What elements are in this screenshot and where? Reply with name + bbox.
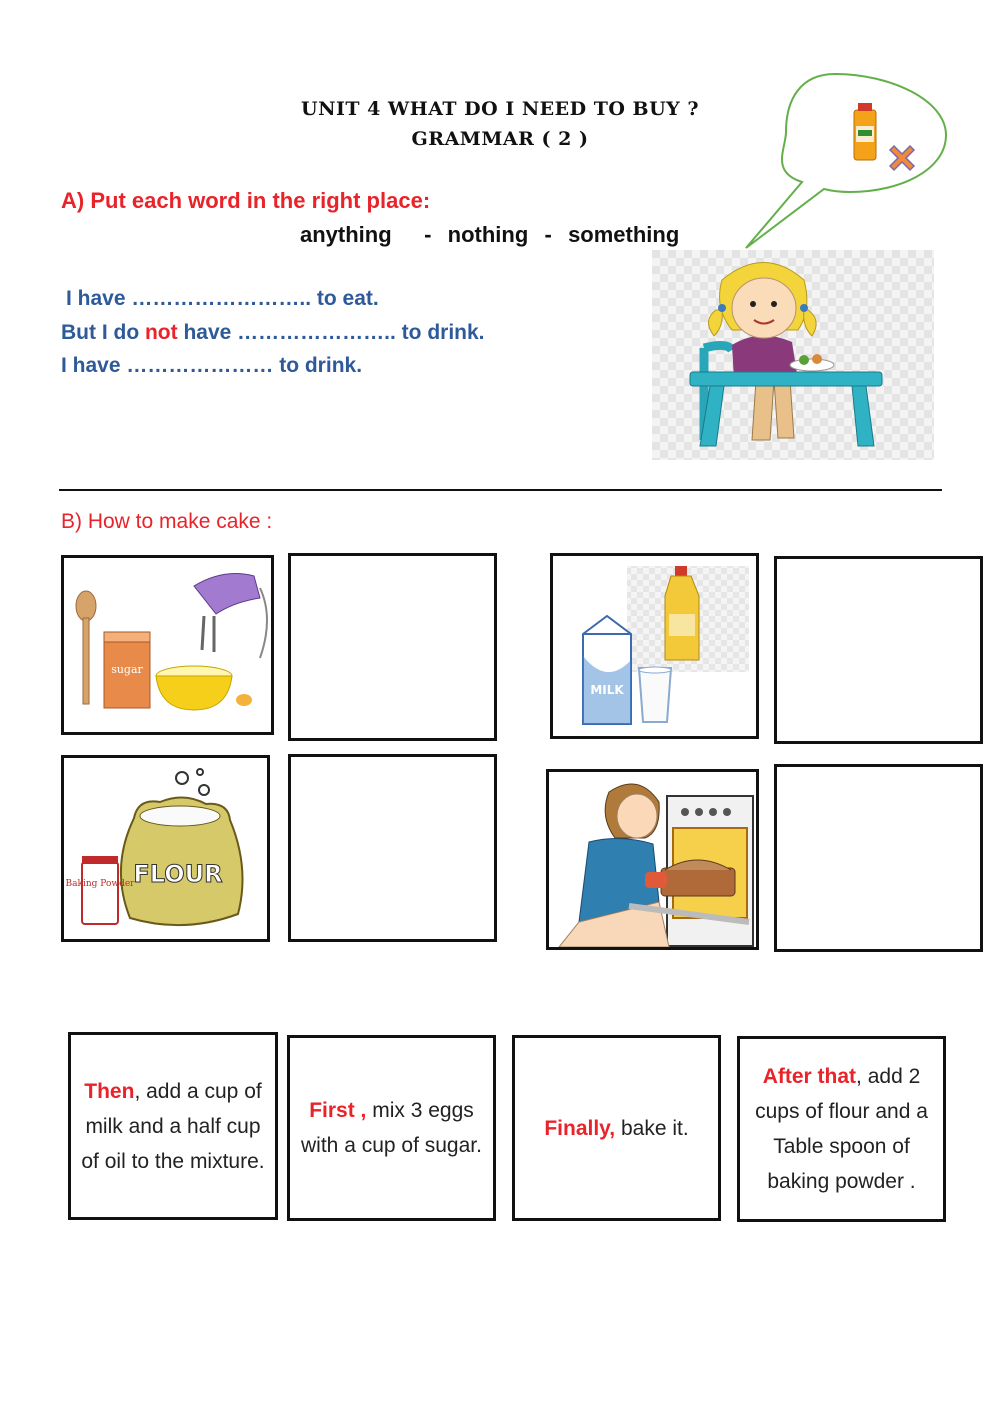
flour-sack-icon [121,797,243,925]
flour-label: FLOUR [133,860,223,888]
bowl-icon [156,666,232,710]
picture-box-milk-oil [550,553,759,739]
instruction-card-finally[interactable] [512,1035,721,1221]
baking-powder-label: Baking Powder [65,879,135,889]
milk-carton-icon [583,616,631,724]
sugar-box-icon [104,632,150,708]
card-keyword: First , [309,1099,367,1122]
answer-box-4[interactable] [774,764,983,952]
card-text: , add a cup of milk and a half cup of oil to the mixture. [81,1079,265,1173]
answer-box-3[interactable] [288,754,497,942]
instruction-card-after-that[interactable] [737,1036,946,1222]
picture-box-mixing [61,555,274,735]
card-text: bake it. [615,1116,689,1140]
answer-box-1[interactable] [288,553,497,741]
card-keyword: Then [84,1079,135,1103]
instruction-card-first[interactable] [287,1035,496,1221]
egg-icon [236,694,252,706]
sentence-2-not: not [144,321,178,344]
word-bank: anything - nothing - something [300,222,680,247]
answer-box-2[interactable] [774,556,983,744]
sentence-2-end: have ………………….. to drink. [177,321,485,344]
juice-bottle-icon [854,103,876,160]
instruction-text [544,1111,688,1146]
picture-box-flour [61,755,270,942]
speech-bubble [740,70,950,250]
section-divider [59,489,942,491]
milk-label: MILK [590,683,624,697]
card-keyword: Finally, [544,1116,616,1140]
glass-of-milk-icon [639,667,671,722]
card-text: mix 3 eggs with a cup of sugar. [301,1099,482,1157]
wooden-spoon-icon [76,591,96,621]
card-keyword: After that [762,1065,857,1088]
sugar-label: sugar [111,663,143,676]
girl-eating-illustration [652,250,934,460]
instruction-card-then[interactable] [68,1032,278,1220]
section-b-heading: B) How to make cake : [61,510,273,533]
section-a-heading: A) Put each word in the right place: [61,188,431,213]
hand-mixer-icon [194,574,267,658]
instruction-text [77,1074,269,1179]
card-text: , add 2 cups of flour and a Table spoon of baking powder . [755,1065,928,1193]
sentence-2-start: But I do [61,321,145,344]
instruction-text [746,1059,937,1199]
sentence-3: I have ………………… to drink. [61,354,363,377]
page-title: UNIT 4 WHAT DO I NEED TO BUY ? [301,98,699,120]
instruction-text [296,1093,487,1163]
sentence-1: I have …………………….. to eat. [66,287,379,310]
sentence-2 [61,321,485,345]
page-subtitle: GRAMMAR ( 2 ) [411,128,589,150]
picture-box-oven [546,769,759,950]
